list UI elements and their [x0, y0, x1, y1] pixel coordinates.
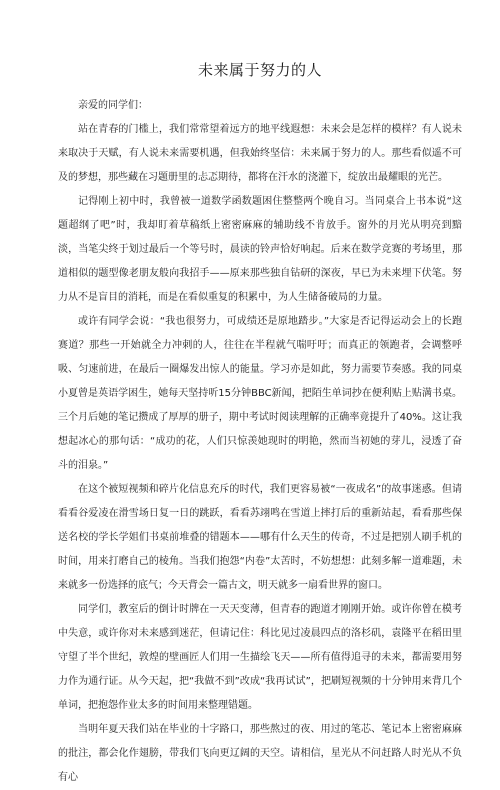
body-paragraph-3: 或许有同学会说：“我也很努力，可成绩还是原地踏步。”大家是否记得运动会上的长跑赛道？那些一开始就全力冲刺的人，往往在半程就气喘吁吁；而真正的领跑者，会调整呼吸、匀速前进，在最后一圈爆发出惊人的能量。学习亦是如此，努力需要节奏感。我的同桌小夏曾是英语学困生，她每天坚持听15分钟BBC新闻，把陌生单词抄在便利贴上贴满书桌。三个月后她的笔记攒成了厚厚的册子，期中考试时阅读理解的正确率竟提升了40%。这让我想起冰心的那句话：“成功的花，人们只惊羡她现时的明艳，然而当初她的芽儿，浸透了奋斗的泪泉。” [58, 316, 462, 471]
body-paragraph-1: 站在青春的门槛上，我们常常望着远方的地平线遐想：未来会是怎样的模样？有人说未来取决于天赋，有人说未来需要机遇，但我始终坚信：未来属于努力的人。那些看似遥不可及的梦想，那些藏在习题册里的忐忑期待，都将在汗水的浇灌下，绽放出最耀眼的光芒。 [58, 124, 462, 183]
salutation: 亲爱的同学们： [78, 100, 148, 111]
body-paragraph-6: 当明年夏天我们站在毕业的十字路口，那些熬过的夜、用过的笔芯、笔记本上密密麻麻的批注，都会化作翅膀，带我们飞向更辽阔的天空。请相信，星光从不问赶路人时光从不负有心 [58, 724, 462, 783]
document-title: 未来属于努力的人 [197, 61, 322, 79]
body-paragraph-2: 记得刚上初中时，我曾被一道数学函数题困住整整两个晚自习。当同桌合上书本说“这题超纲了吧”时，我却盯着草稿纸上密密麻麻的辅助线不肯放手。窗外的月光从明亮到黯淡，当笔尖终于划过最后一个等号时，晨读的铃声恰好响起。后来在数学竞赛的考场里，那道相似的题型像老朋友般向我招手——原来那些独自钻研的深夜，早已为未来埋下伏笔。努力从不是盲目的消耗，而是在看似重复的积累中，为人生储备破局的力量。 [58, 196, 462, 303]
body-paragraph-4: 在这个被短视频和碎片化信息充斥的时代，我们更容易被“一夜成名”的故事迷惑。但请看看谷爱凌在滑雪场日复一日的跳跃，看看苏翊鸣在雪道上摔打后的重新站起，看看那些保送名校的学长学姐们书桌前堆叠的错题本——哪有什么天生的传奇，不过是把别人刷手机的时间，用来打磨自己的棱角。当我们抱怨“内卷”太苦时，不妨想想：此刻多解一道难题，未来就多一份选择的底气；今天背会一篇古文，明天就多一扇看世界的窗口。 [58, 484, 462, 591]
body-paragraph-5: 同学们，教室后的倒计时牌在一天天变薄，但青春的跑道才刚刚开始。或许你曾在模考中失意，或许你对未来感到迷茫，但请记住：科比见过凌晨四点的洛杉矶，袁隆平在稻田里守望了半个世纪，敦煌的壁画匠人们用一生描绘飞天——所有值得追寻的未来，都需要用努力作为通行证。从今天起，把“我做不到”改成“我再试试”，把刷短视频的十分钟用来背几个单词，把抱怨作业太多的时间用来整理错题。 [58, 604, 462, 711]
